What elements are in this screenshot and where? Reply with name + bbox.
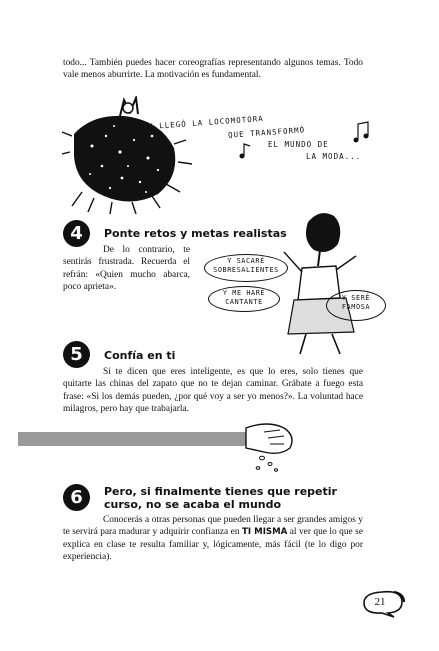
- section-body-5: Si te dicen que eres inteligente, es que lo eres, solo tienes que quitarte las chinas del zapato que no te dejan caminar. Grábate a fuego esta frase: «Si los demás pueden, ¿por qué voy a ser yo menos?». La voluntad hace milagros, pero hay que trabajarla.: [63, 367, 363, 415]
- section-body-6-text-b: al ver que lo que se explica en clase te resulta familiar y, lógicamente, más fácil (te lo digo por experiencia).: [63, 527, 363, 563]
- section-number-5: 5: [63, 341, 90, 368]
- section-number-6: 6: [63, 484, 90, 511]
- illustration-caption-line-1: Y LLEGÓ LA LOCOMOTORA: [147, 113, 265, 132]
- illustration-caption-line-3: EL MUNDO DE: [268, 140, 329, 149]
- section-title-6: Pero, si finalmente tienes que repetir curso, no se acaba el mundo: [104, 485, 337, 511]
- intro-paragraph: todo... También puedes hacer coreografías representando algunos temas. Todo vale menos aburrirte. La motivación es fundamental.: [63, 58, 363, 81]
- page-number: 21: [374, 596, 386, 608]
- illustration-caption-line-2: QUE TRANSFORMÓ: [227, 125, 306, 140]
- arm-pebbles-illustration: [18, 418, 308, 474]
- music-note-icon: [236, 142, 256, 162]
- section-body-6-text-a: Conocerás a otras personas que pueden llegar a ser grandes amigos y te servirá para madurar y adquirir confianza en: [63, 515, 363, 538]
- speech-bubble-3: Y SERÉ FAMOSA: [326, 290, 386, 321]
- section-body-4: De lo contrario, te sentirás frustrada. Recuerda el refrán: «Quien mucho abarca, poco aprieta».: [63, 245, 190, 293]
- section-number-4: 4: [63, 220, 90, 247]
- speech-bubble-1: Y SACARÉ SOBRESALIENTES: [204, 254, 288, 282]
- section-body-6-emphasis: TI MISMA: [241, 527, 288, 538]
- music-notes-icon: [352, 118, 392, 148]
- speech-bubble-2: Y ME HARÉ CANTANTE: [208, 286, 280, 312]
- section-title-4: Ponte retos y metas realistas: [104, 227, 287, 240]
- section-body-6: [63, 514, 363, 564]
- section-title-5: Confía en ti: [104, 349, 176, 362]
- locomotive-illustration: [62, 96, 202, 214]
- girl-illustration: [262, 206, 372, 356]
- illustration-caption-line-4: LA MODA...: [306, 152, 362, 161]
